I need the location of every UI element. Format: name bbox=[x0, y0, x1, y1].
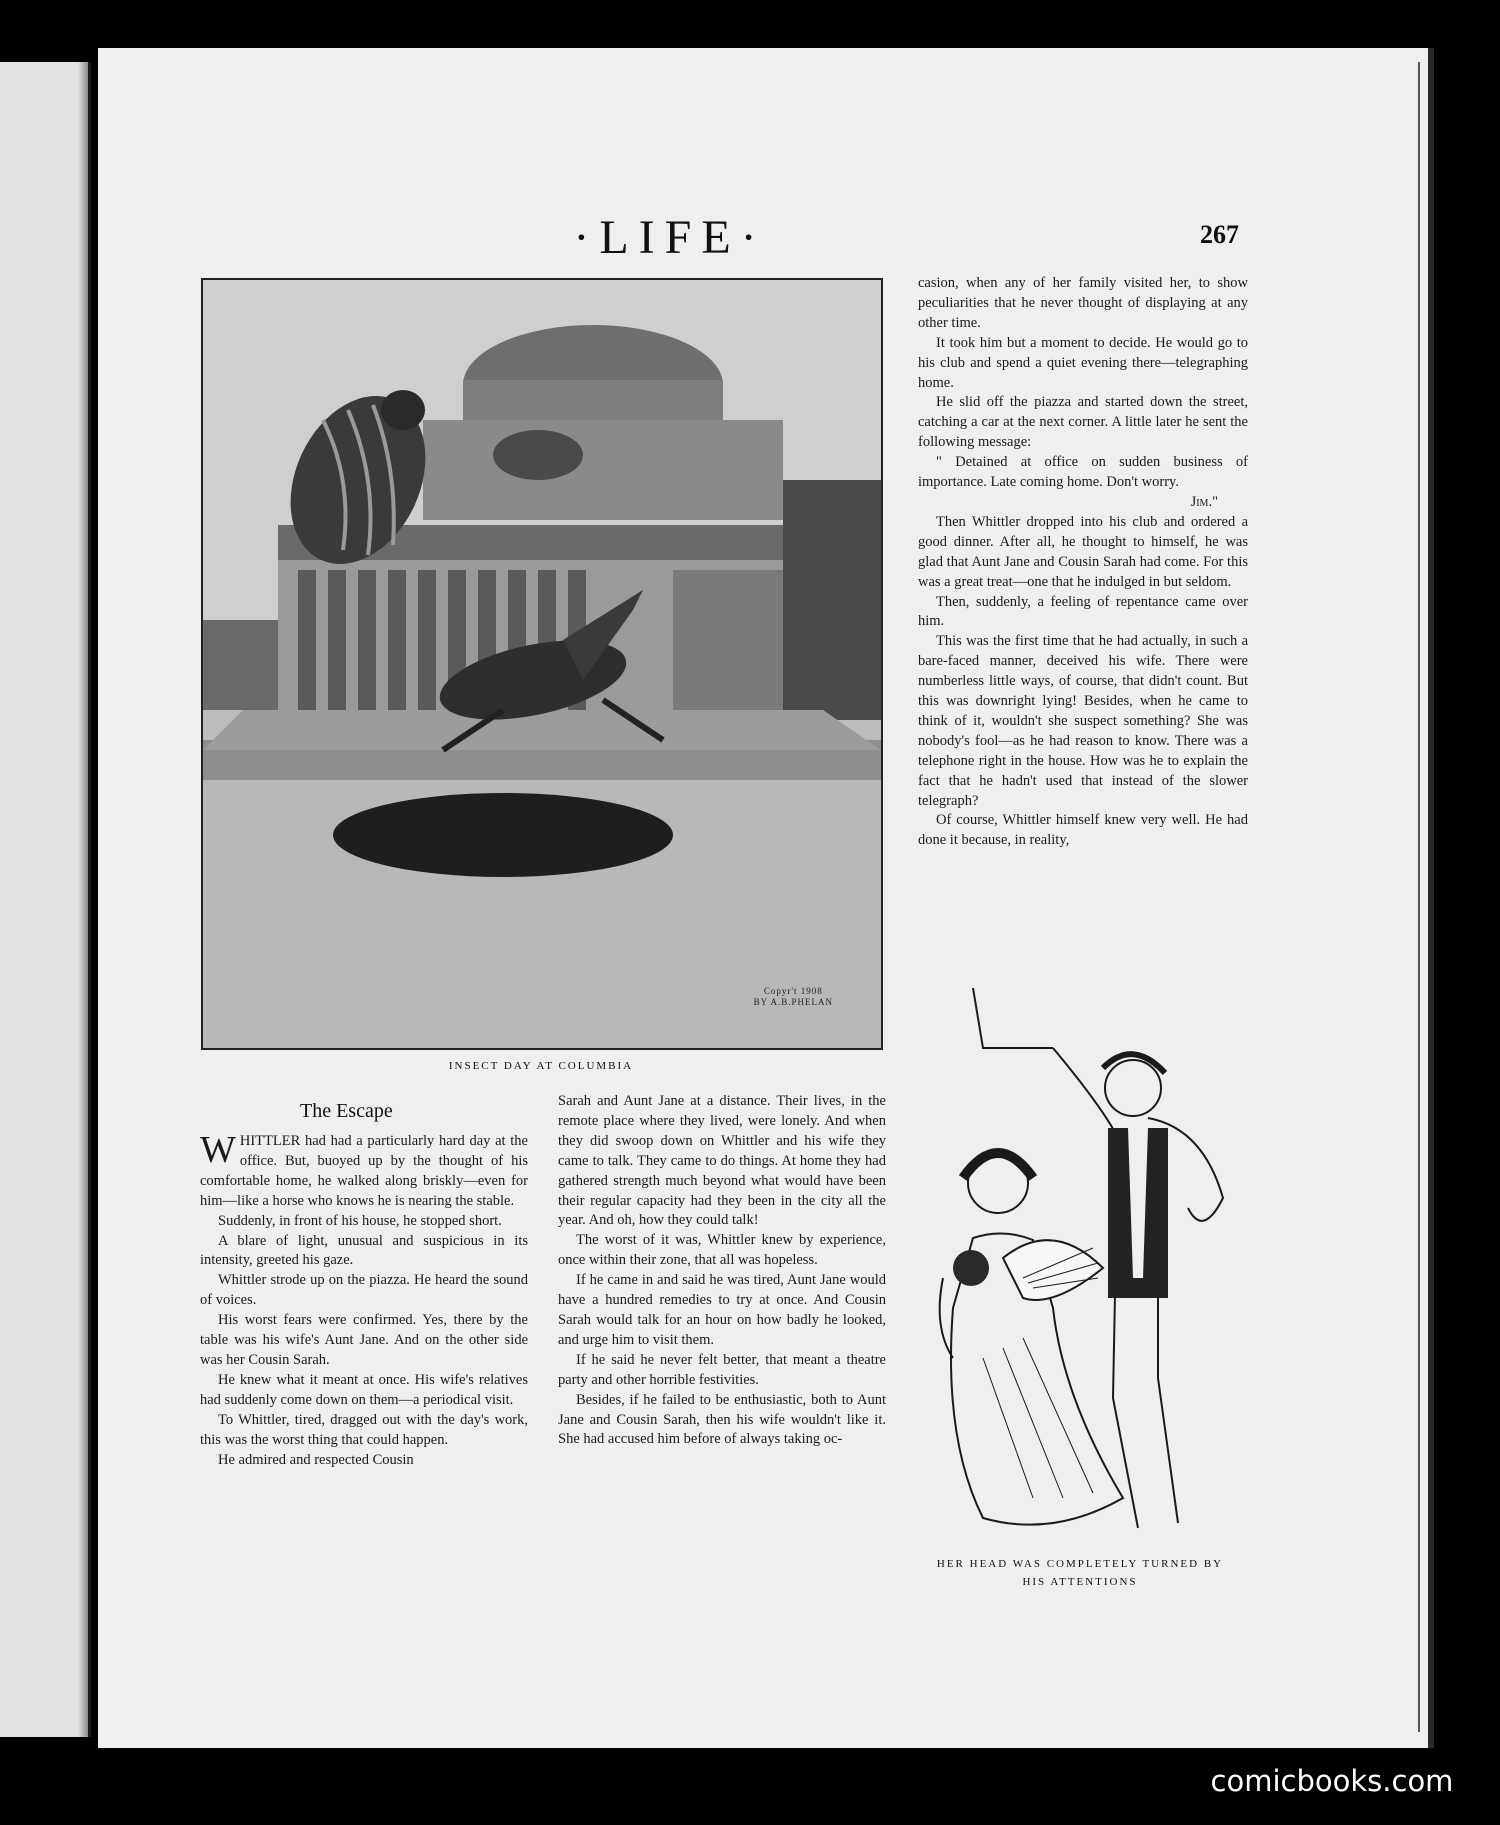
article-paragraph bbox=[200, 1129, 528, 1212]
illustration-caption bbox=[905, 1555, 1255, 1591]
illustration-drawing bbox=[903, 978, 1253, 1546]
article-paragraph: To Whittler, tired, dragged out with the day's work, this was the worst thing that could happen. bbox=[200, 1411, 528, 1448]
magazine-title: ·LIFE· bbox=[573, 211, 767, 264]
article-paragraph: casion, when any of her family visited her, to show peculiarities that he never thought of displaying at any other time. bbox=[918, 275, 1248, 331]
telegram-signature: Jim." bbox=[1190, 493, 1218, 510]
photograph-drawing bbox=[203, 280, 881, 1048]
article-column-1 bbox=[200, 1129, 528, 1470]
photo-credit bbox=[754, 986, 833, 1008]
previous-page-edge bbox=[0, 62, 91, 1737]
watermark-badge: comicbooks.com bbox=[1189, 1756, 1475, 1806]
article-paragraph: Suddenly, in front of his house, he stopped short. bbox=[218, 1212, 502, 1229]
article-paragraph: Whittler strode up on the piazza. He heard the sound of voices. bbox=[200, 1272, 528, 1309]
photo-credit-line1: Copyr't 1908 bbox=[763, 986, 823, 996]
photo-credit-line2: BY A.B.PHELAN bbox=[753, 997, 833, 1007]
telegram-message: " Detained at office on sudden business of importance. Late coming home. Don't worry. bbox=[918, 454, 1248, 491]
article-column-2 bbox=[558, 1092, 886, 1450]
illustration-caption-line1: HER HEAD WAS COMPLETELY TURNED BY bbox=[936, 1558, 1224, 1570]
article-paragraph: His worst fears were confirmed. Yes, there by the table was his wife's Aunt Jane. And on the other side was her Cousin Sarah. bbox=[200, 1312, 528, 1368]
article-paragraph: A blare of light, unusual and suspicious in its intensity, greeted his gaze. bbox=[200, 1232, 528, 1269]
page-number: 267 bbox=[1200, 220, 1239, 249]
article-title: The Escape bbox=[300, 1100, 393, 1122]
article-paragraph: This was the first time that he had actually, in such a bare-faced manner, deceived his wife. There were numberless little ways, of course, that didn't count. But this was downright lying! Besides, when he came to think of it, wouldn't she suspect something? She was nobody's fool—as he had reason to know. There was a telephone right in the house. How was he to explain the fact that he hadn't used that instead of the slower telegraph? bbox=[918, 633, 1248, 809]
article-paragraph: Besides, if he failed to be enthusiastic, both to Aunt Jane and Cousin Sarah, then his wife wouldn't like it. She had accused him before of always taking oc- bbox=[558, 1391, 886, 1448]
first-paragraph-text: HITTLER had had a particularly hard day at the office. But, buoyed up by the thought of his comfortable home, he walked along briskly—even for him—like a horse who knows he is nearing the stable. bbox=[200, 1133, 528, 1209]
page-edge-line bbox=[1418, 62, 1420, 1732]
article-paragraph: If he said he never felt better, that meant a theatre party and other horrible festivities. bbox=[558, 1351, 886, 1388]
article-paragraph: He admired and respected Cousin bbox=[218, 1451, 414, 1468]
article-paragraph: If he came in and said he was tired, Aunt Jane would have a hundred remedies to try at once. And Cousin Sarah would talk for an hour on how badly he looked, and urge him to visit them. bbox=[558, 1272, 886, 1348]
article-paragraph: Then Whittler dropped into his club and ordered a good dinner. After all, he thought to himself, he was glad that Aunt Jane and Cousin Sarah had come. For this was a great treat—one that he indulged in but seldom. bbox=[918, 513, 1248, 590]
article-paragraph: Sarah and Aunt Jane at a distance. Their lives, in the remote place where they lived, were lonely. And when they did swoop down on Whittler and his wife they came to talk. They came to do things. At home they had gathered strength much beyond what would have been their regular capacity had they been in the city all the year. And oh, how they could talk! bbox=[558, 1093, 886, 1229]
drop-cap: W bbox=[200, 1129, 236, 1171]
article-column-3 bbox=[918, 274, 1248, 851]
article-paragraph: The worst of it was, Whittler knew by experience, once within their zone, that all was hopeless. bbox=[558, 1232, 886, 1269]
article-paragraph: It took him but a moment to decide. He would go to his club and spend a quiet evening there—telegraphing home. bbox=[918, 334, 1248, 391]
article-paragraph: Then, suddenly, a feeling of repentance came over him. bbox=[918, 593, 1248, 630]
photo-caption: INSECT DAY AT COLUMBIA bbox=[448, 1060, 634, 1072]
illustration-caption-line2: HIS ATTENTIONS bbox=[1022, 1576, 1138, 1588]
article-paragraph: Of course, Whittler himself knew very well. He had done it because, in reality, bbox=[918, 812, 1248, 849]
couple-illustration bbox=[903, 978, 1253, 1546]
insect-day-photograph bbox=[201, 278, 883, 1050]
article-paragraph: He slid off the piazza and started down the street, catching a car at the next corner. A little later he sent the following message: bbox=[918, 394, 1248, 451]
article-paragraph: He knew what it meant at once. His wife's relatives had suddenly come down on them—a periodical visit. bbox=[200, 1371, 528, 1408]
